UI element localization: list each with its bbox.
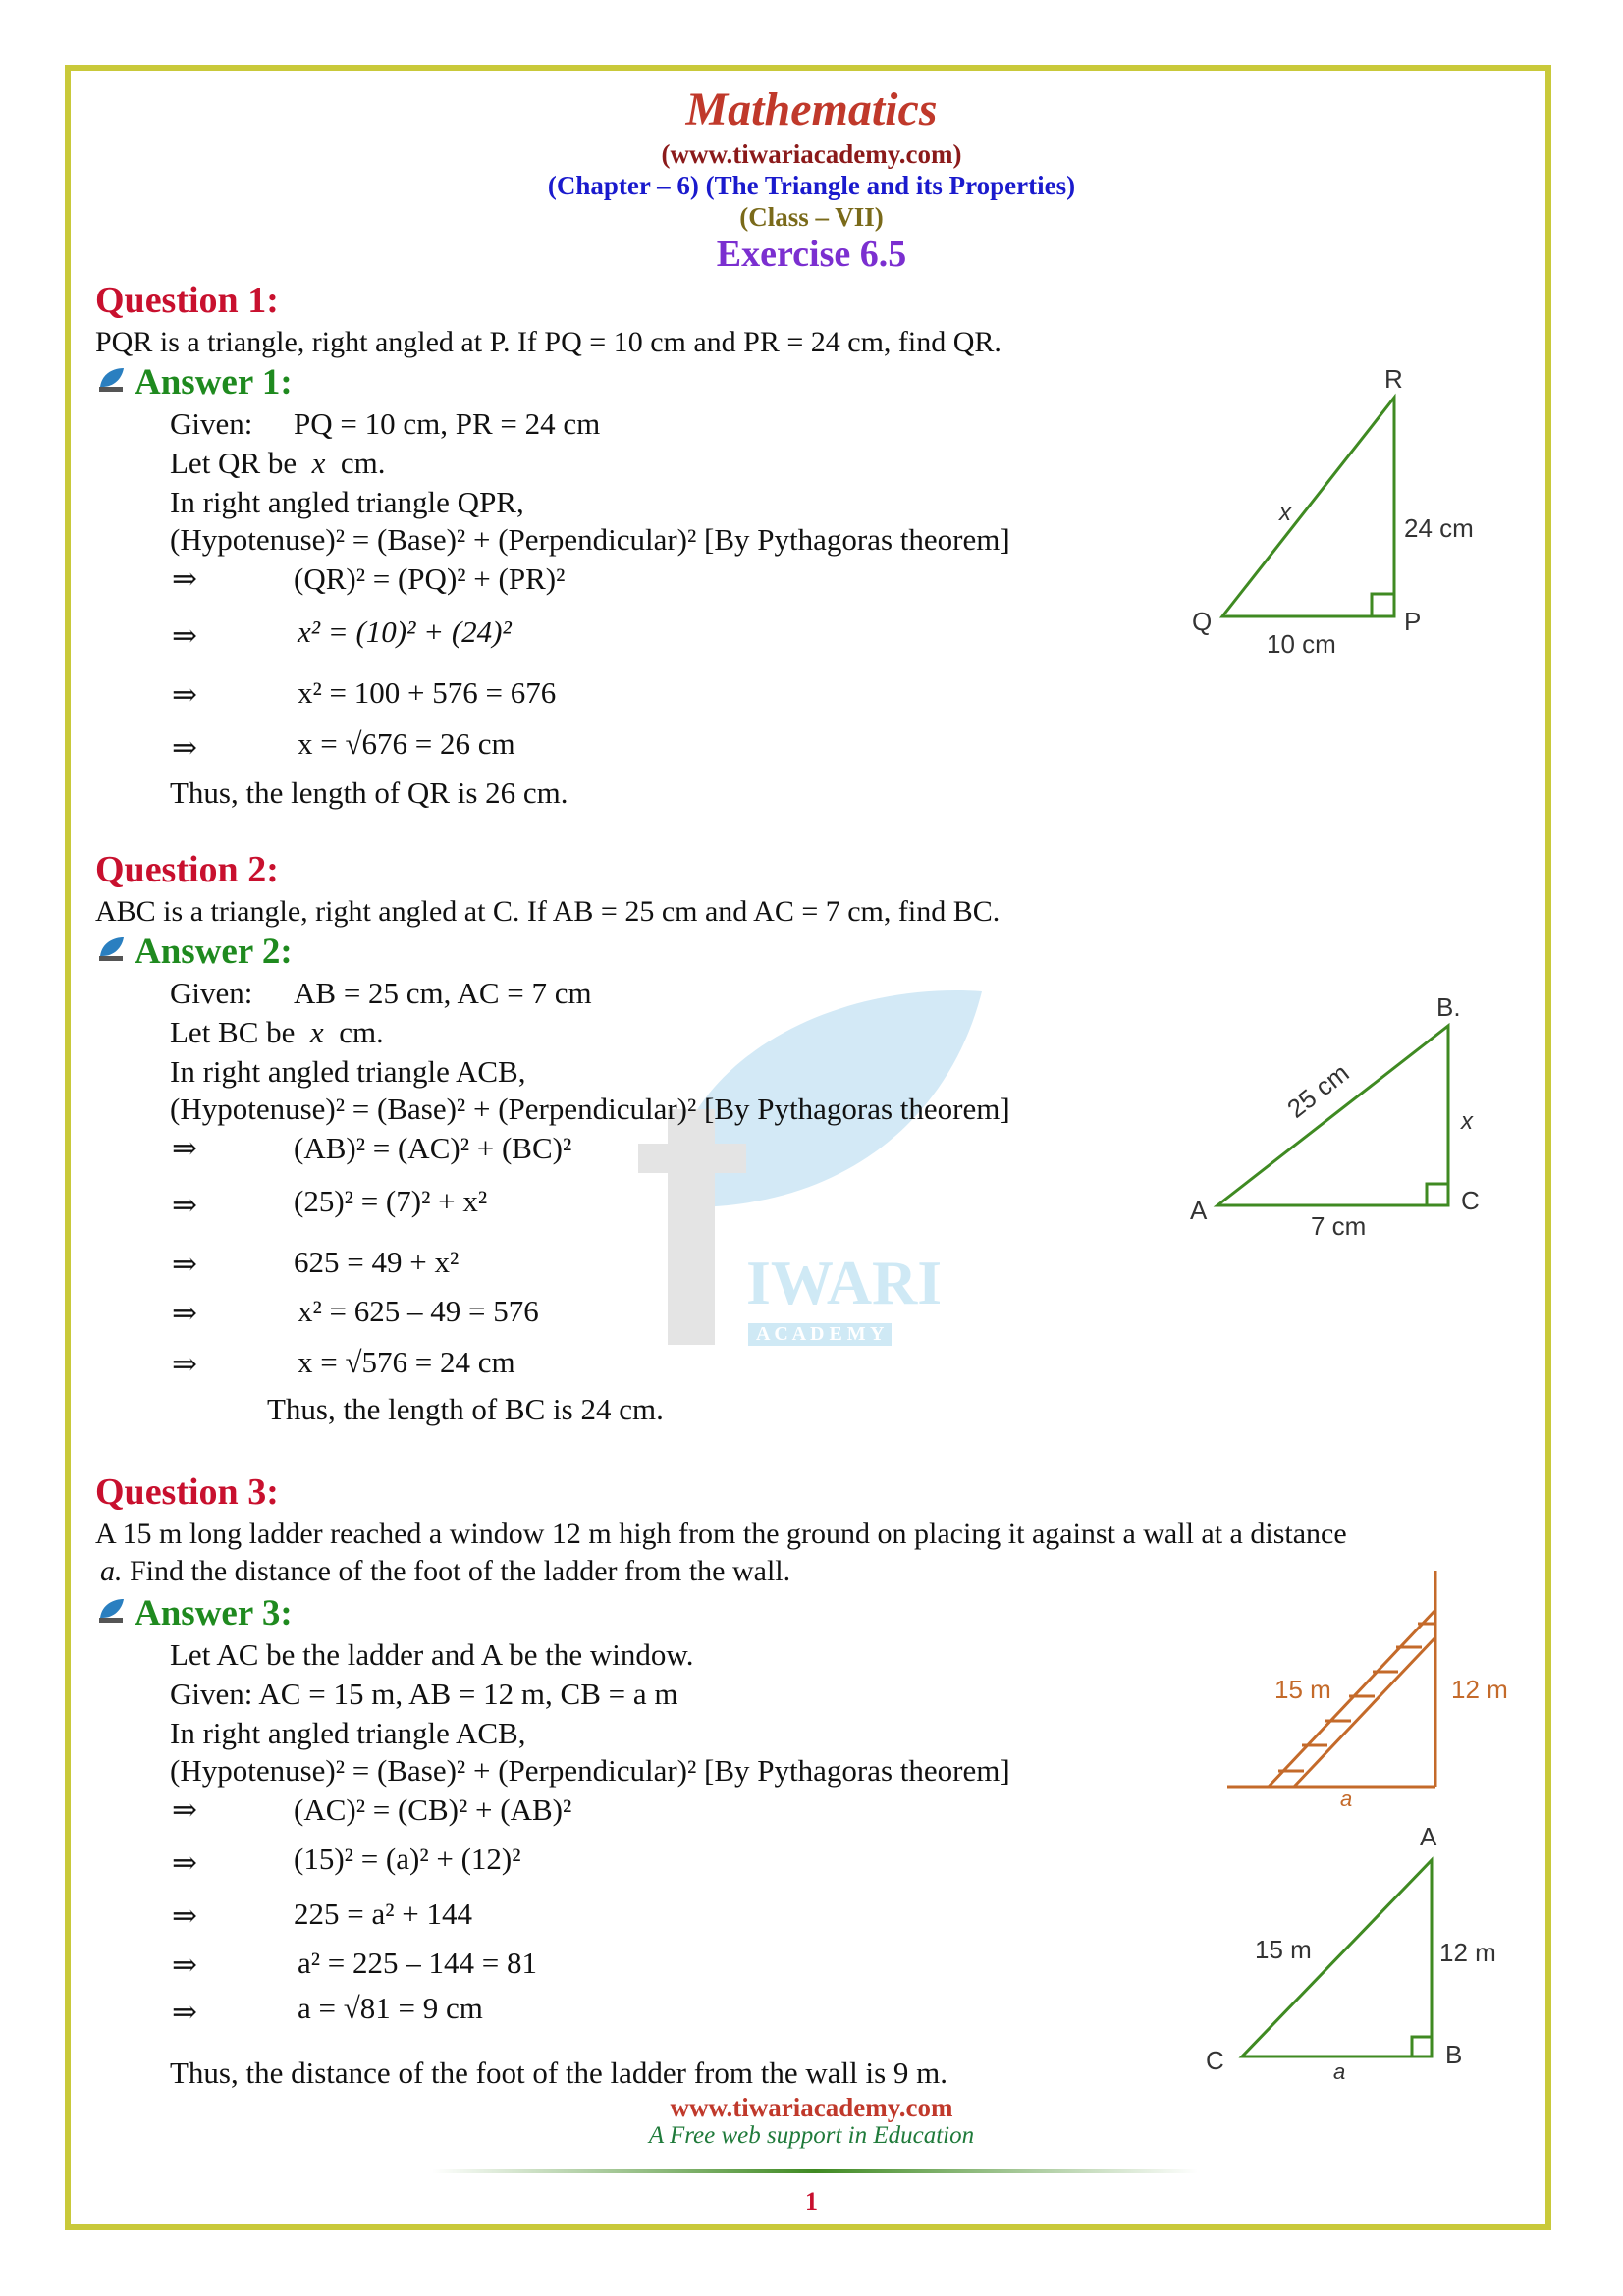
watermark-logo xyxy=(628,962,1001,1379)
label-wall: 12 m xyxy=(1451,1675,1508,1704)
footer-tagline: A Free web support in Education xyxy=(648,2122,975,2149)
page-number: 1 xyxy=(805,2187,818,2216)
step-4: x = √676 = 26 cm xyxy=(298,726,515,761)
let-line: Let AC be the ladder and A be the window. xyxy=(170,1637,694,1672)
question-3-text-line1: A 15 m long ladder reached a window 12 m high from the ground on placing it against a wall at a distance xyxy=(95,1518,1347,1550)
implies-arrow: ⇒ xyxy=(172,677,197,712)
triangle-q3-figure xyxy=(1188,1816,1522,2091)
conclusion-2: Thus, the length of BC is 24 cm. xyxy=(267,1392,664,1426)
pythagoras-statement: (Hypotenuse)² = (Base)² + (Perpendicular)² [By Pythagoras theorem] xyxy=(170,1092,1010,1126)
implies-arrow: ⇒ xyxy=(172,1347,197,1381)
triangle-statement: In right angled triangle ACB, xyxy=(170,1054,526,1089)
footer-divider xyxy=(432,2169,1198,2173)
implies-arrow: ⇒ xyxy=(172,1296,197,1330)
step-5: a = √81 = 9 cm xyxy=(298,1991,483,2025)
step-2: x² = (10)² + (24)² xyxy=(298,614,512,649)
watermark-brand: IWARI xyxy=(746,1248,943,1317)
label-perpendicular: 24 cm xyxy=(1404,513,1474,543)
given-values: Given: AC = 15 m, AB = 12 m, CB = a m xyxy=(170,1677,678,1711)
label-ladder: 15 m xyxy=(1274,1675,1331,1704)
label-perpendicular: 12 m xyxy=(1439,1938,1496,1967)
implies-arrow: ⇒ xyxy=(172,1898,197,1933)
implies-arrow: ⇒ xyxy=(172,1845,197,1880)
conclusion-1: Thus, the length of QR is 26 cm. xyxy=(170,775,568,810)
step-2: (25)² = (7)² + x² xyxy=(294,1184,488,1218)
implies-arrow: ⇒ xyxy=(172,1188,197,1222)
given-values: PQ = 10 cm, PR = 24 cm xyxy=(294,406,601,441)
pythagoras-statement: (Hypotenuse)² = (Base)² + (Perpendicular)² [By Pythagoras theorem] xyxy=(170,1753,1010,1788)
label-hypotenuse: 25 cm xyxy=(1281,1057,1355,1124)
question-1-text: PQR is a triangle, right angled at P. If PQ = 10 cm and PR = 24 cm, find QR. xyxy=(95,326,1001,358)
footer-site: www.tiwariacademy.com xyxy=(670,2093,953,2122)
pythagoras-statement: (Hypotenuse)² = (Base)² + (Perpendicular)² [By Pythagoras theorem] xyxy=(170,522,1010,557)
question-3-text-line2 xyxy=(100,1555,790,1588)
vertex-b: B xyxy=(1445,2040,1463,2069)
answer-3-heading: Answer 3: xyxy=(135,1593,293,1633)
step-4: a² = 225 – 144 = 81 xyxy=(298,1946,538,1980)
exercise-title: Exercise 6.5 xyxy=(716,234,907,275)
answer-icon xyxy=(96,934,126,964)
class-label: (Class – VII) xyxy=(739,202,884,232)
step-3: x² = 100 + 576 = 676 xyxy=(298,675,557,710)
answer-2-heading: Answer 2: xyxy=(135,932,293,972)
step-1: (AB)² = (AC)² + (BC)² xyxy=(294,1131,572,1165)
let-prefix: Let BC be xyxy=(170,1015,296,1049)
triangle-statement: In right angled triangle ACB, xyxy=(170,1716,526,1750)
triangle-pqr-figure xyxy=(1178,353,1512,667)
step-1: (QR)² = (PQ)² + (PR)² xyxy=(294,561,566,596)
let-prefix: Let QR be xyxy=(170,446,298,480)
step-3: 625 = 49 + x² xyxy=(294,1245,460,1279)
distance-variable: a. xyxy=(100,1555,123,1587)
given-values: AB = 25 cm, AC = 7 cm xyxy=(294,976,592,1010)
triangle-acb-figure xyxy=(1178,982,1512,1247)
vertex-c: C xyxy=(1461,1186,1480,1215)
watermark-sub: A C A D E M Y xyxy=(748,1323,892,1346)
let-variable: x xyxy=(309,1015,324,1049)
label-hypotenuse: 15 m xyxy=(1255,1935,1312,1964)
label-hypotenuse: x xyxy=(1279,500,1291,526)
implies-arrow: ⇒ xyxy=(172,1948,197,1982)
vertex-q: Q xyxy=(1192,607,1213,636)
answer-icon xyxy=(96,1596,126,1626)
given-label: Given: xyxy=(170,406,253,441)
implies-arrow: ⇒ xyxy=(172,730,197,765)
implies-arrow: ⇒ xyxy=(172,561,197,596)
triangle-statement: In right angled triangle QPR, xyxy=(170,485,524,519)
question-3-text-rest: Find the distance of the foot of the ladder from the wall. xyxy=(130,1555,791,1587)
let-line xyxy=(170,1015,384,1050)
chapter-title: (Chapter – 6) (The Triangle and its Properties) xyxy=(547,171,1076,200)
vertex-a: A xyxy=(1420,1822,1437,1851)
let-line xyxy=(170,446,386,481)
vertex-p: P xyxy=(1404,607,1422,636)
step-2: (15)² = (a)² + (12)² xyxy=(294,1842,521,1876)
ladder-figure xyxy=(1217,1561,1542,1806)
conclusion-3: Thus, the distance of the foot of the ladder from the wall is 9 m. xyxy=(170,2056,948,2090)
let-suffix: cm. xyxy=(339,1015,384,1049)
let-suffix: cm. xyxy=(340,446,386,480)
answer-1-heading: Answer 1: xyxy=(135,362,293,402)
step-5: x = √576 = 24 cm xyxy=(298,1345,515,1379)
label-base: 7 cm xyxy=(1311,1211,1367,1241)
vertex-b: B. xyxy=(1436,992,1461,1022)
vertex-a: A xyxy=(1190,1196,1208,1225)
page-title: Mathematics xyxy=(685,83,938,135)
implies-arrow: ⇒ xyxy=(172,1792,197,1827)
vertex-r: R xyxy=(1384,364,1403,394)
step-3: 225 = a² + 144 xyxy=(294,1896,473,1931)
label-perpendicular: x xyxy=(1461,1108,1473,1135)
question-3-heading: Question 3: xyxy=(95,1471,279,1513)
implies-arrow: ⇒ xyxy=(172,618,197,653)
let-variable: x xyxy=(311,446,326,480)
question-2-heading: Question 2: xyxy=(95,849,279,890)
label-base: a xyxy=(1340,1787,1353,1806)
question-1-heading: Question 1: xyxy=(95,280,279,321)
implies-arrow: ⇒ xyxy=(172,1995,197,2029)
implies-arrow: ⇒ xyxy=(172,1131,197,1165)
label-base: a xyxy=(1333,2059,1346,2084)
step-4: x² = 625 – 49 = 576 xyxy=(298,1294,539,1328)
implies-arrow: ⇒ xyxy=(172,1247,197,1281)
answer-icon xyxy=(96,365,126,395)
question-2-text: ABC is a triangle, right angled at C. If AB = 25 cm and AC = 7 cm, find BC. xyxy=(95,895,1001,928)
given-label: Given: xyxy=(170,976,253,1010)
step-1: (AC)² = (CB)² + (AB)² xyxy=(294,1792,572,1827)
label-base: 10 cm xyxy=(1267,629,1336,659)
vertex-c: C xyxy=(1206,2046,1224,2075)
header-site: (www.tiwariacademy.com) xyxy=(661,139,962,169)
